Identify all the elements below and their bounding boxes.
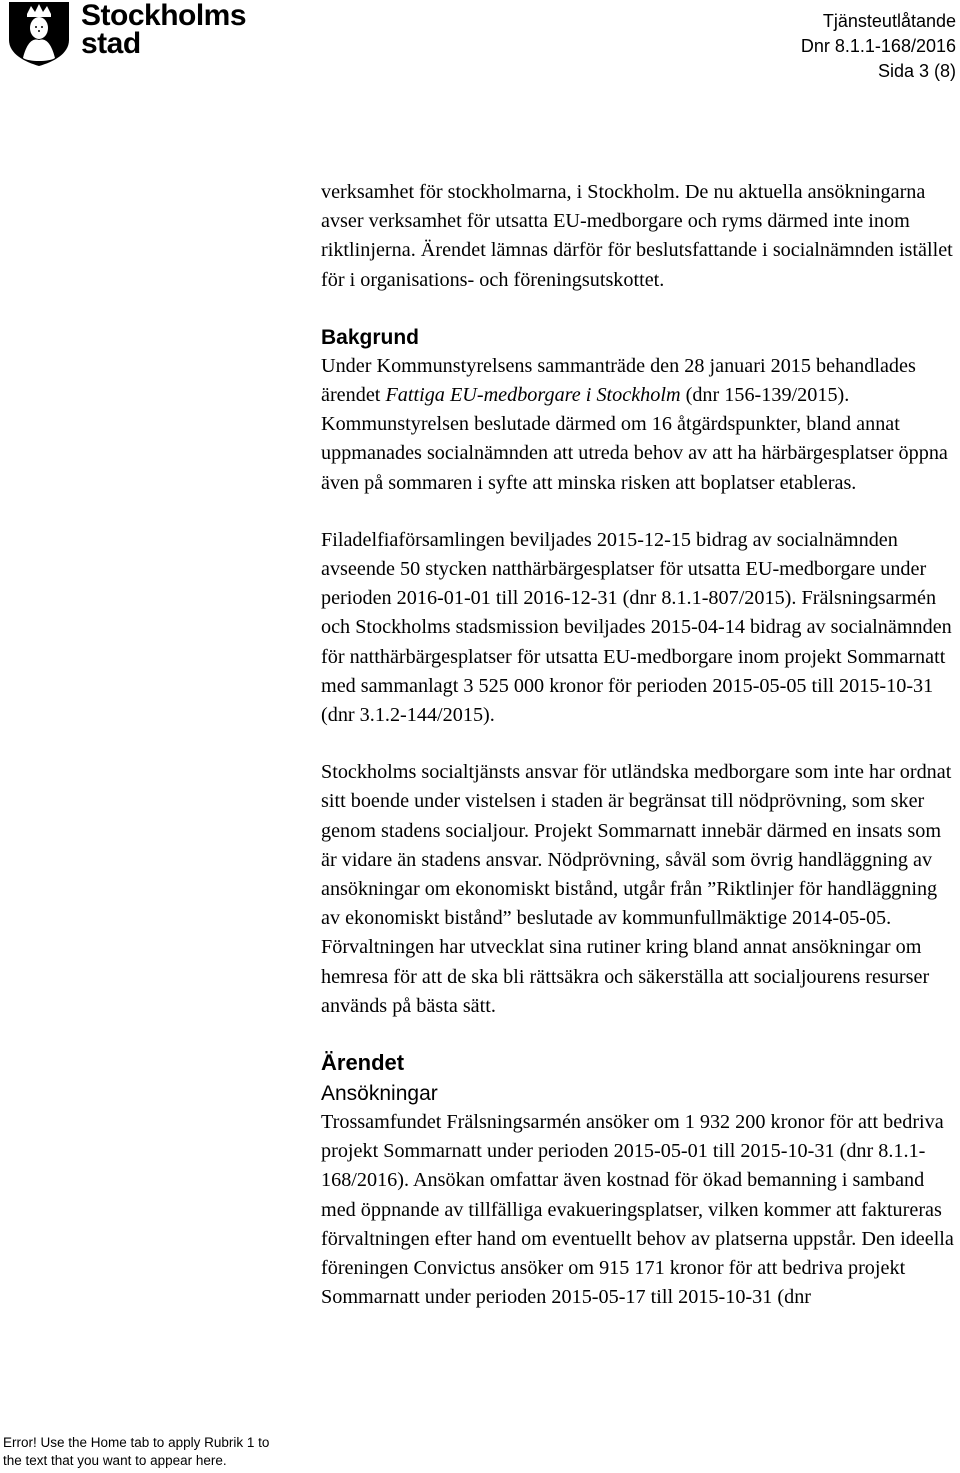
- stockholms-stad-logo: [5, 0, 245, 66]
- document-number: Dnr 8.1.1-168/2016: [800, 36, 956, 56]
- document-type: Tjänsteutlåtande: [822, 11, 956, 31]
- page-number: Sida 3 (8): [877, 61, 956, 81]
- logo-text-line1: Stockholms: [81, 0, 247, 32]
- bakgrund-paragraph-2: Filadelfiaförsamlingen beviljades 2015-12-15 bidrag av socialnämnden avseende 50 stycken natthärbärgesplatser för utsatta EU-medborgare under perioden 2016-01-01 till 2016-12-31 (dnr 8.1.1-807/2015). Frälsningsarmén och Stockholms stadsmission beviljades 2015-04-14 bidrag av socialnämnden för natthärbärgesplatser för utsatta EU-medborgare inom projekt Sommarnatt med sammanlagt 3 525 000 kronor för perioden 2015-05-05 till 2015-10-31 (dnr 3.1.2-144/2015).: [321, 528, 952, 727]
- section-heading-bakgrund: Bakgrund: [321, 325, 420, 349]
- intro-paragraph: verksamhet för stockholmarna, i Stockholm. De nu aktuella ansökningarna avser verksamhet för utsatta EU-medborgare och ryms därmed inte inom riktlinjerna. Ärendet lämnas därför för beslutsfattande i socialnämnden istället för i organisations- och föreningsutskottet.: [321, 181, 953, 291]
- subheading-ansokningar: Ansökningar: [321, 1082, 438, 1106]
- bakgrund-paragraph-3: Stockholms socialtjänsts ansvar för utländska medborgare som inte har ordnat sitt boende under vistelsen i staden är begränsat till nödprövning, som sker genom stadens socialjour. Projekt Sommarnatt innebär därmed en insats som är vidare än stadens ansvar. Nödprövning, såväl som övrig handläggning av ansökningar om ekonomiskt bistånd, utgår från ”Riktlinjer för handläggning av ekonomiskt bistånd” beslutade av kommunfullmäktige 2014-05-05. Förvaltningen har utvecklat sina rutiner kring bland annat ansökningar om hemresa för att de ska bli rättsäkra och säkerställa att socialjourens resurser används på bästa sätt.: [321, 761, 952, 1017]
- bakgrund-paragraph-1: Under Kommunstyrelsens sammanträde den 28 januari 2015 behandlades ärendet Fattiga EU-medborgare i Stockholm (dnr 156-139/2015). Kommunstyrelsen beslutade därmed om 16 åtgärdspunkter, bland annat uppmanades socialnämnden att utreda behov av att ha härbärgesplatser öppna även på sommaren i syfte att minska risken att boplatser etableras.: [321, 354, 948, 494]
- city-crest-icon: [5, 0, 73, 66]
- section-heading-arendet: Ärendet: [321, 1050, 405, 1076]
- footer-error-text: Error! Use the Home tab to apply Rubrik 1 to the text that you want to appear here.: [3, 1435, 270, 1468]
- document-header: [801, 9, 956, 84]
- document-body: [321, 178, 959, 1313]
- logo-text-line2: stad: [81, 27, 141, 60]
- ansokningar-paragraph-1: Trossamfundet Frälsningsarmén ansöker om 1 932 200 kronor för att bedriva projekt Sommarnatt under perioden 2015-05-01 till 2015-10-31 (dnr 8.1.1-168/2016). Ansökan omfattar även kostnad för ökad bemanning i samband med öppnande av tillfälliga evakueringsplatser, vilken kommer att faktureras förvaltningen efter hand om eventuellt behov av platserna uppstår. Den ideella föreningen Convictus ansöker om 915 171 kronor för att bedriva projekt Sommarnatt under perioden 2015-05-17 till 2015-10-31 (dnr: [321, 1111, 954, 1309]
- case-title: Fattiga EU-medborgare i Stockholm: [385, 384, 681, 407]
